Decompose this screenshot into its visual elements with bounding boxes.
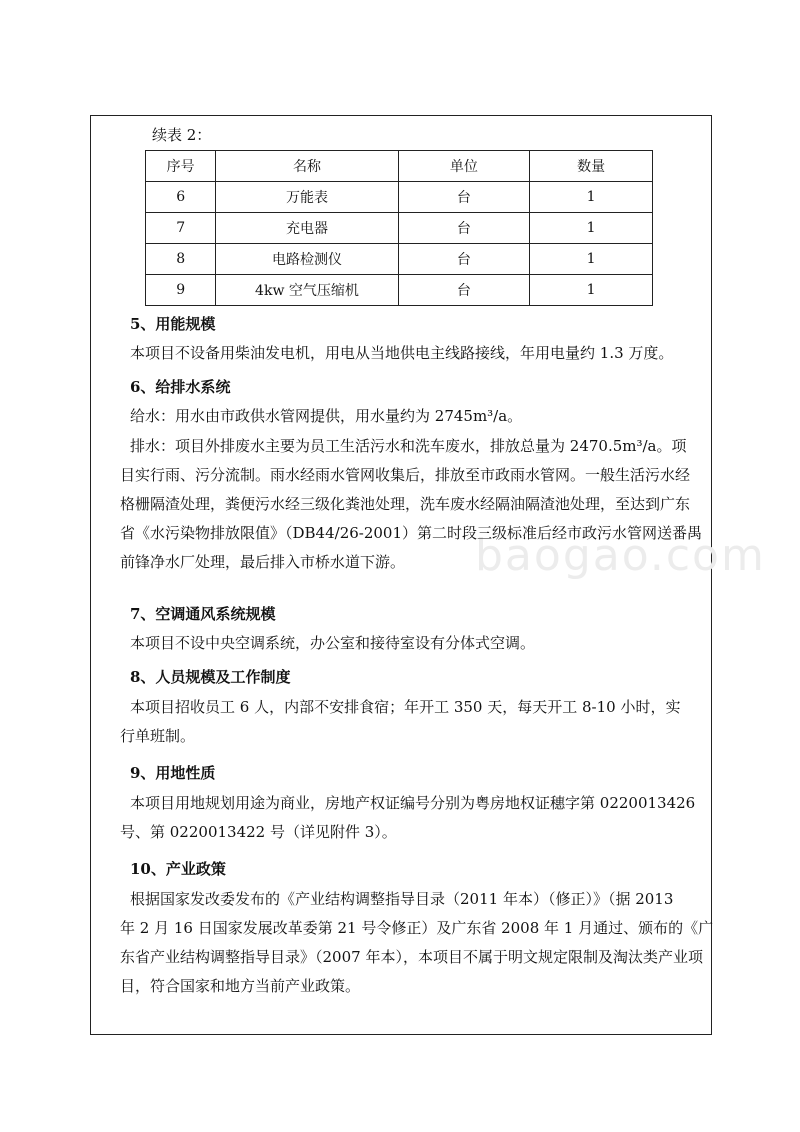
table-row	[146, 182, 653, 213]
section-9-title: 9、用地性质	[130, 764, 216, 782]
paragraph-line: 给水：用水由市政供水管网提供，用水量约为 2745m³/a。	[130, 407, 523, 425]
section-5-title: 5、用能规模	[130, 315, 216, 333]
paragraph-line: 年 2 月 16 日国家发展改革委第 21 号令修正）及广东省 2008 年 1 月通过、颁布的《广	[120, 919, 714, 937]
paragraph-line: 本项目不设备用柴油发电机，用电从当地供电主线路接线，年用电量约 1.3 万度。	[130, 344, 674, 362]
table-cell: 1	[530, 182, 653, 213]
section-6-title: 6、给排水系统	[130, 378, 231, 396]
table-row	[146, 275, 653, 306]
table-cell: 充电器	[216, 213, 398, 244]
table-cell: 台	[398, 244, 530, 275]
section-9-text	[120, 789, 710, 847]
table-caption: 续表 2：	[152, 126, 212, 144]
paragraph-line: 本项目不设中央空调系统，办公室和接待室设有分体式空调。	[130, 634, 536, 652]
table-cell: 万能表	[216, 182, 398, 213]
paragraph-line: 本项目招收员工 6 人，内部不安排食宿；年开工 350 天，每天开工 8-10 小时，实	[130, 698, 681, 716]
paragraph-line: 排水：项目外排废水主要为员工生活污水和洗车废水，排放总量为 2470.5m³/a。项	[130, 437, 687, 455]
table-cell: 1	[530, 244, 653, 275]
paragraph-line: 省《水污染物排放限值》（DB44/26-2001）第二时段三级标准后经市政污水管网送番禺	[120, 524, 703, 542]
table-cell: 8	[146, 244, 216, 275]
table-cell: 1	[530, 275, 653, 306]
section-8-text	[120, 693, 710, 751]
header-cell: 数量	[530, 151, 653, 182]
table-cell: 电路检测仪	[216, 244, 398, 275]
paragraph-line: 本项目用地规划用途为商业，房地产权证编号分别为粤房地权证穗字第 0220013426	[130, 794, 696, 812]
section-6-water-supply	[130, 402, 710, 431]
table-cell: 台	[398, 213, 530, 244]
table-header-row	[146, 151, 653, 182]
header-cell: 名称	[216, 151, 398, 182]
equipment-table	[145, 150, 653, 306]
section-10-title: 10、产业政策	[130, 860, 226, 878]
paragraph-line: 目实行雨、污分流制。雨水经雨水管网收集后，排放至市政雨水管网。一般生活污水经	[120, 466, 691, 484]
table-cell: 6	[146, 182, 216, 213]
paragraph-line: 东省产业结构调整指导目录》（2007 年本），本项目不属于明文规定限制及淘汰类产业项	[120, 948, 703, 966]
table-cell: 台	[398, 275, 530, 306]
watermark: baogao.com	[475, 530, 766, 581]
table-row	[146, 244, 653, 275]
paragraph-line: 格栅隔渣处理，粪便污水经三级化粪池处理，洗车废水经隔油隔渣池处理，至达到广东	[120, 495, 691, 513]
table-cell: 4kw 空气压缩机	[216, 275, 398, 306]
header-cell: 单位	[398, 151, 530, 182]
paragraph-line: 前锋净水厂处理，最后排入市桥水道下游。	[120, 553, 406, 571]
table-cell: 9	[146, 275, 216, 306]
table-cell: 台	[398, 182, 530, 213]
section-10-text	[120, 885, 714, 1001]
section-7-title: 7、空调通风系统规模	[130, 605, 276, 623]
section-8-title: 8、人员规模及工作制度	[130, 668, 291, 686]
section-5-text	[130, 339, 710, 368]
table-cell: 7	[146, 213, 216, 244]
section-7-text	[130, 629, 710, 658]
paragraph-line: 目，符合国家和地方当前产业政策。	[120, 977, 361, 995]
paragraph-line: 根据国家发改委发布的《产业结构调整指导目录（2011 年本）（修正）》（据 2013	[130, 890, 674, 908]
section-6-drainage	[120, 432, 710, 577]
paragraph-line: 行单班制。	[120, 727, 196, 745]
table-cell: 1	[530, 213, 653, 244]
table-row	[146, 213, 653, 244]
paragraph-line: 号、第 0220013422 号（详见附件 3）。	[120, 823, 397, 841]
header-cell: 序号	[146, 151, 216, 182]
